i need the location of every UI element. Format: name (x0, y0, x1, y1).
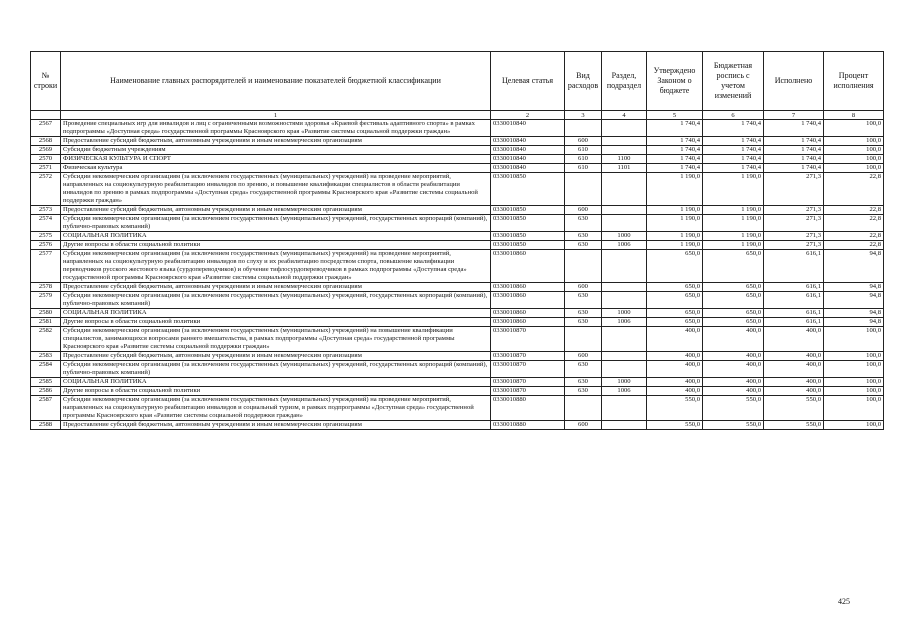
header-section: Раздел, подраздел (602, 52, 647, 111)
table-row (31, 396, 884, 421)
row-percent-cell: 100,0 (824, 396, 884, 421)
row-schedule-cell: 1 740,4 (703, 137, 764, 146)
row-done-cell: 616,1 (764, 318, 824, 327)
table-row (31, 173, 884, 206)
row-target-cell: 0330010870 (491, 361, 565, 378)
row-schedule-cell: 400,0 (703, 378, 764, 387)
row-target-cell: 0330010840 (491, 120, 565, 137)
row-name-cell: Проведение специальных игр для инвалидов и лиц с ограниченными возможностями здоровья «Краевой фестиваль адаптивного спорта» в рамках подпрограммы «Доступная среда» государственной программы Красноярского края «Развитие системы социальной поддержки граждан» (61, 120, 491, 137)
row-name-cell: Предоставление субсидий бюджетным, автономным учреждениям и иным некоммерческим организациям (61, 137, 491, 146)
row-target-cell: 0330010870 (491, 327, 565, 352)
col-number (31, 111, 61, 120)
row-target-cell: 0330010880 (491, 396, 565, 421)
row-schedule-cell: 1 190,0 (703, 232, 764, 241)
table-row (31, 421, 884, 430)
row-done-cell: 1 740,4 (764, 120, 824, 137)
row-percent-cell: 100,0 (824, 164, 884, 173)
row-approved-cell: 1 740,4 (647, 164, 703, 173)
row-percent-cell: 100,0 (824, 146, 884, 155)
row-section-cell (602, 327, 647, 352)
col-number: 3 (565, 111, 602, 120)
row-done-cell: 616,1 (764, 292, 824, 309)
row-kind-cell (565, 396, 602, 421)
row-done-cell: 1 740,4 (764, 164, 824, 173)
row-schedule-cell: 1 190,0 (703, 215, 764, 232)
row-section-cell: 1000 (602, 309, 647, 318)
row-kind-cell (565, 173, 602, 206)
table-row (31, 164, 884, 173)
row-target-cell: 0330010860 (491, 309, 565, 318)
row-name-cell: Другие вопросы в области социальной политики (61, 318, 491, 327)
header-target: Целевая статья (491, 52, 565, 111)
row-target-cell: 0330010860 (491, 292, 565, 309)
row-kind-cell (565, 327, 602, 352)
row-section-cell (602, 361, 647, 378)
table-row (31, 155, 884, 164)
row-percent-cell: 100,0 (824, 378, 884, 387)
row-section-cell (602, 215, 647, 232)
row-number-cell: 2588 (31, 421, 61, 430)
row-done-cell: 400,0 (764, 387, 824, 396)
row-approved-cell: 650,0 (647, 292, 703, 309)
row-section-cell: 1006 (602, 241, 647, 250)
row-section-cell: 1100 (602, 155, 647, 164)
row-schedule-cell: 550,0 (703, 421, 764, 430)
row-name-cell: Предоставление субсидий бюджетным, автономным учреждениям и иным некоммерческим организациям (61, 206, 491, 215)
row-section-cell: 1000 (602, 232, 647, 241)
row-section-cell (602, 173, 647, 206)
row-target-cell: 0330010840 (491, 164, 565, 173)
row-number-cell: 2577 (31, 250, 61, 283)
table-row (31, 215, 884, 232)
table-row (31, 146, 884, 155)
header-row (31, 52, 884, 111)
row-kind-cell: 630 (565, 292, 602, 309)
row-kind-cell: 600 (565, 283, 602, 292)
table-row (31, 292, 884, 309)
row-number-cell: 2587 (31, 396, 61, 421)
row-kind-cell: 630 (565, 361, 602, 378)
row-kind-cell: 630 (565, 241, 602, 250)
row-kind-cell: 600 (565, 421, 602, 430)
col-number: 1 (61, 111, 491, 120)
table-row (31, 283, 884, 292)
row-approved-cell: 550,0 (647, 396, 703, 421)
table-body (31, 120, 884, 430)
row-percent-cell: 100,0 (824, 421, 884, 430)
row-kind-cell: 610 (565, 155, 602, 164)
col-number: 7 (764, 111, 824, 120)
row-done-cell: 400,0 (764, 361, 824, 378)
row-percent-cell: 100,0 (824, 137, 884, 146)
row-schedule-cell: 400,0 (703, 361, 764, 378)
column-number-row (31, 111, 884, 120)
row-schedule-cell: 1 740,4 (703, 164, 764, 173)
row-done-cell: 616,1 (764, 283, 824, 292)
row-number-cell: 2571 (31, 164, 61, 173)
page-number: 425 (838, 597, 850, 606)
row-name-cell: Субсидии некоммерческим организациям (за исключением государственных (муниципальных) учреждений, государственных корпораций (компаний), публично-правовых компаний) (61, 361, 491, 378)
table-row (31, 232, 884, 241)
header-name: Наименование главных распорядителей и наименование показателей бюджетной классификации (61, 52, 491, 111)
row-schedule-cell: 650,0 (703, 292, 764, 309)
row-schedule-cell: 650,0 (703, 250, 764, 283)
header-schedule: Бюджетная роспись с учетом изменений (703, 52, 764, 111)
row-section-cell (602, 396, 647, 421)
row-done-cell: 400,0 (764, 378, 824, 387)
row-approved-cell: 550,0 (647, 421, 703, 430)
row-number-cell: 2570 (31, 155, 61, 164)
row-target-cell: 0330010850 (491, 215, 565, 232)
col-number: 6 (703, 111, 764, 120)
row-done-cell: 271,3 (764, 232, 824, 241)
row-name-cell: Субсидии некоммерческим организациям (за исключением государственных (муниципальных) учреждений, государственных корпораций (компаний), публично-правовых компаний) (61, 215, 491, 232)
row-done-cell: 1 740,4 (764, 146, 824, 155)
budget-table (30, 51, 884, 430)
table-row (31, 327, 884, 352)
row-target-cell: 0330010850 (491, 206, 565, 215)
row-name-cell: СОЦИАЛЬНАЯ ПОЛИТИКА (61, 378, 491, 387)
row-number-cell: 2584 (31, 361, 61, 378)
header-done: Исполнено (764, 52, 824, 111)
row-percent-cell: 100,0 (824, 120, 884, 137)
row-approved-cell: 1 740,4 (647, 155, 703, 164)
row-number-cell: 2576 (31, 241, 61, 250)
header-kind: Вид расходов (565, 52, 602, 111)
row-done-cell: 616,1 (764, 309, 824, 318)
row-number-cell: 2581 (31, 318, 61, 327)
row-approved-cell: 400,0 (647, 361, 703, 378)
row-number-cell: 2586 (31, 387, 61, 396)
row-approved-cell: 1 740,4 (647, 137, 703, 146)
row-name-cell: ФИЗИЧЕСКАЯ КУЛЬТУРА И СПОРТ (61, 155, 491, 164)
row-number-cell: 2583 (31, 352, 61, 361)
row-done-cell: 400,0 (764, 352, 824, 361)
row-approved-cell: 400,0 (647, 352, 703, 361)
row-percent-cell: 94,8 (824, 292, 884, 309)
row-percent-cell: 22,8 (824, 206, 884, 215)
row-section-cell (602, 206, 647, 215)
row-kind-cell: 630 (565, 309, 602, 318)
row-approved-cell: 400,0 (647, 378, 703, 387)
row-schedule-cell: 550,0 (703, 396, 764, 421)
row-done-cell: 400,0 (764, 327, 824, 352)
row-kind-cell: 600 (565, 352, 602, 361)
row-kind-cell (565, 120, 602, 137)
row-schedule-cell: 1 190,0 (703, 241, 764, 250)
row-schedule-cell: 1 190,0 (703, 206, 764, 215)
row-target-cell: 0330010880 (491, 421, 565, 430)
row-name-cell: Предоставление субсидий бюджетным, автономным учреждениям и иным некоммерческим организациям (61, 283, 491, 292)
row-target-cell: 0330010870 (491, 352, 565, 361)
col-number: 2 (491, 111, 565, 120)
row-name-cell: Субсидии некоммерческим организациям (за исключением государственных (муниципальных) учреждений) на проведение мероприятий, направленных на социокультурную реабилитацию инвалидов по слуху и их реабилитацию посредством спорта, повышение квалификации переводчиков русского жестового языка (сурдопереводчиков) и обучение тифлосурдопереводчиков в рамках подпрограммы «Доступная среда» государственной программы Красноярского края «Развитие системы социальной поддержки граждан» (61, 250, 491, 283)
row-approved-cell: 400,0 (647, 327, 703, 352)
row-schedule-cell: 650,0 (703, 283, 764, 292)
row-name-cell: Другие вопросы в области социальной политики (61, 387, 491, 396)
row-section-cell: 1101 (602, 164, 647, 173)
row-section-cell: 1000 (602, 378, 647, 387)
table-row (31, 318, 884, 327)
row-approved-cell: 650,0 (647, 250, 703, 283)
row-done-cell: 1 740,4 (764, 137, 824, 146)
row-done-cell: 271,3 (764, 215, 824, 232)
row-schedule-cell: 400,0 (703, 327, 764, 352)
row-schedule-cell: 1 190,0 (703, 173, 764, 206)
row-percent-cell: 100,0 (824, 387, 884, 396)
table-row (31, 361, 884, 378)
row-done-cell: 550,0 (764, 421, 824, 430)
row-percent-cell: 22,8 (824, 241, 884, 250)
row-percent-cell: 94,8 (824, 309, 884, 318)
row-number-cell: 2579 (31, 292, 61, 309)
row-done-cell: 271,3 (764, 241, 824, 250)
row-kind-cell: 630 (565, 378, 602, 387)
row-target-cell: 0330010870 (491, 387, 565, 396)
row-approved-cell: 1 740,4 (647, 120, 703, 137)
table-row (31, 250, 884, 283)
row-percent-cell: 22,8 (824, 215, 884, 232)
row-approved-cell: 650,0 (647, 283, 703, 292)
row-schedule-cell: 400,0 (703, 352, 764, 361)
col-number: 5 (647, 111, 703, 120)
row-number-cell: 2585 (31, 378, 61, 387)
row-percent-cell: 94,8 (824, 283, 884, 292)
row-percent-cell: 94,8 (824, 250, 884, 283)
row-number-cell: 2572 (31, 173, 61, 206)
row-kind-cell: 630 (565, 387, 602, 396)
row-percent-cell: 100,0 (824, 361, 884, 378)
row-percent-cell: 94,8 (824, 318, 884, 327)
row-done-cell: 616,1 (764, 250, 824, 283)
row-number-cell: 2573 (31, 206, 61, 215)
row-done-cell: 1 740,4 (764, 155, 824, 164)
row-approved-cell: 1 190,0 (647, 173, 703, 206)
row-approved-cell: 1 190,0 (647, 241, 703, 250)
row-schedule-cell: 650,0 (703, 318, 764, 327)
table-row (31, 206, 884, 215)
row-approved-cell: 1 190,0 (647, 232, 703, 241)
row-name-cell: Субсидии некоммерческим организациям (за исключением государственных (муниципальных) учреждений) на проведение мероприятий, направленных на социокультурную реабилитацию инвалидов по зрению, и повышение квалификации специалистов в области реабилитации инвалидов по зрению в рамках подпрограммы «Доступная среда» государственной программы Красноярского края «Развитие системы социальной поддержки граждан» (61, 173, 491, 206)
row-kind-cell: 600 (565, 206, 602, 215)
row-kind-cell: 630 (565, 215, 602, 232)
row-percent-cell: 100,0 (824, 327, 884, 352)
row-section-cell (602, 146, 647, 155)
row-target-cell: 0330010860 (491, 283, 565, 292)
row-approved-cell: 1 190,0 (647, 215, 703, 232)
row-percent-cell: 100,0 (824, 352, 884, 361)
row-name-cell: Физическая культура (61, 164, 491, 173)
row-number-cell: 2582 (31, 327, 61, 352)
row-schedule-cell: 400,0 (703, 387, 764, 396)
row-schedule-cell: 1 740,4 (703, 120, 764, 137)
row-approved-cell: 1 740,4 (647, 146, 703, 155)
row-section-cell (602, 421, 647, 430)
row-percent-cell: 22,8 (824, 232, 884, 241)
row-section-cell (602, 283, 647, 292)
row-percent-cell: 100,0 (824, 155, 884, 164)
header-row-no: № строки (31, 52, 61, 111)
row-name-cell: СОЦИАЛЬНАЯ ПОЛИТИКА (61, 309, 491, 318)
table-row (31, 309, 884, 318)
row-number-cell: 2575 (31, 232, 61, 241)
row-approved-cell: 400,0 (647, 387, 703, 396)
row-done-cell: 271,3 (764, 206, 824, 215)
table-row (31, 241, 884, 250)
row-section-cell: 1006 (602, 387, 647, 396)
row-target-cell: 0330010850 (491, 241, 565, 250)
row-percent-cell: 22,8 (824, 173, 884, 206)
row-target-cell: 0330010870 (491, 378, 565, 387)
table-row (31, 378, 884, 387)
row-section-cell (602, 137, 647, 146)
row-schedule-cell: 1 740,4 (703, 146, 764, 155)
row-approved-cell: 650,0 (647, 318, 703, 327)
row-name-cell: Субсидии некоммерческим организациям (за исключением государственных (муниципальных) учреждений) на повышение квалификации специалистов, занимающихся вопросами раннего вмешательства, в рамках подпрограммы «Доступная среда» государственной программы Красноярского края «Развитие системы социальной поддержки граждан» (61, 327, 491, 352)
row-kind-cell: 630 (565, 318, 602, 327)
table-row (31, 352, 884, 361)
row-kind-cell: 600 (565, 137, 602, 146)
row-kind-cell: 630 (565, 232, 602, 241)
header-approved: Утверждено Законом о бюджете (647, 52, 703, 111)
row-target-cell: 0330010840 (491, 155, 565, 164)
row-name-cell: Субсидии некоммерческим организациям (за исключением государственных (муниципальных) учреждений) на проведение мероприятий, направленных на социокультурную реабилитацию инвалидов и социальный туризм, в рамках подпрограммы «Доступная среда» государственной программы Красноярского края «Развитие системы социальной поддержки граждан» (61, 396, 491, 421)
row-schedule-cell: 1 740,4 (703, 155, 764, 164)
row-number-cell: 2580 (31, 309, 61, 318)
row-kind-cell (565, 250, 602, 283)
row-kind-cell: 610 (565, 164, 602, 173)
row-name-cell: СОЦИАЛЬНАЯ ПОЛИТИКА (61, 232, 491, 241)
row-number-cell: 2569 (31, 146, 61, 155)
header-percent: Процент исполнения (824, 52, 884, 111)
row-section-cell (602, 120, 647, 137)
row-target-cell: 0330010840 (491, 146, 565, 155)
row-number-cell: 2574 (31, 215, 61, 232)
row-target-cell: 0330010850 (491, 232, 565, 241)
table-row (31, 387, 884, 396)
row-name-cell: Другие вопросы в области социальной политики (61, 241, 491, 250)
row-name-cell: Предоставление субсидий бюджетным, автономным учреждениям и иным некоммерческим организациям (61, 421, 491, 430)
row-section-cell: 1006 (602, 318, 647, 327)
row-name-cell: Субсидии некоммерческим организациям (за исключением государственных (муниципальных) учреждений, государственных корпораций (компаний), публично-правовых компаний) (61, 292, 491, 309)
col-number: 8 (824, 111, 884, 120)
row-number-cell: 2567 (31, 120, 61, 137)
row-section-cell (602, 250, 647, 283)
row-done-cell: 550,0 (764, 396, 824, 421)
row-schedule-cell: 650,0 (703, 309, 764, 318)
row-number-cell: 2568 (31, 137, 61, 146)
row-section-cell (602, 292, 647, 309)
col-number: 4 (602, 111, 647, 120)
row-section-cell (602, 352, 647, 361)
row-target-cell: 0330010860 (491, 318, 565, 327)
row-name-cell: Предоставление субсидий бюджетным, автономным учреждениям и иным некоммерческим организациям (61, 352, 491, 361)
table-row (31, 137, 884, 146)
row-target-cell: 0330010840 (491, 137, 565, 146)
table-row (31, 120, 884, 137)
row-approved-cell: 1 190,0 (647, 206, 703, 215)
row-kind-cell: 610 (565, 146, 602, 155)
row-target-cell: 0330010850 (491, 173, 565, 206)
row-approved-cell: 650,0 (647, 309, 703, 318)
row-target-cell: 0330010860 (491, 250, 565, 283)
row-name-cell: Субсидии бюджетным учреждениям (61, 146, 491, 155)
row-done-cell: 271,3 (764, 173, 824, 206)
row-number-cell: 2578 (31, 283, 61, 292)
